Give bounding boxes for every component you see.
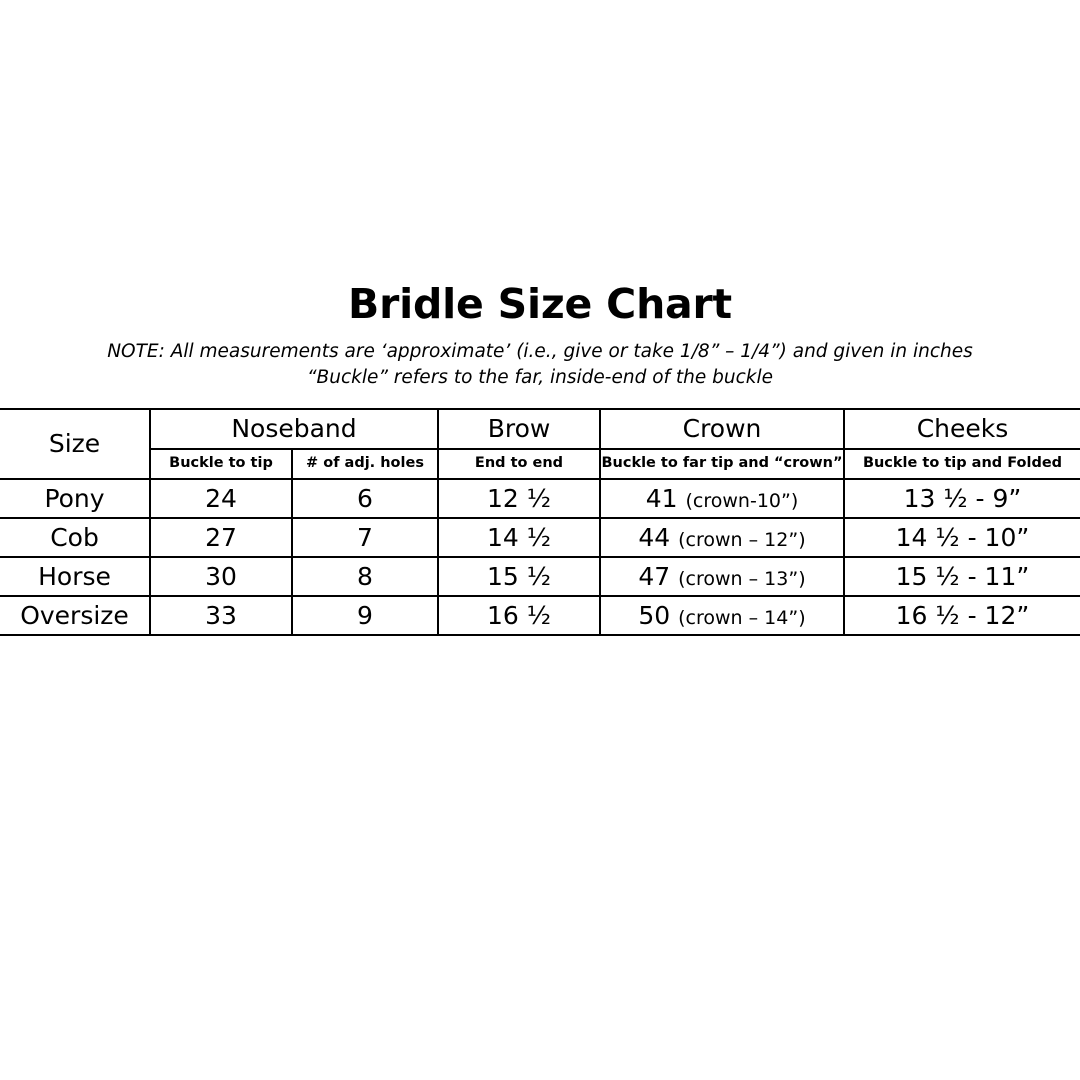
cell-size: Pony <box>0 479 150 518</box>
cell-cheeks: 15 ½ - 11” <box>844 557 1080 596</box>
column-header-cheeks: Cheeks <box>844 409 1080 449</box>
subheader-noseband-holes: # of adj. holes <box>292 449 438 479</box>
size-chart-table <box>0 408 1080 636</box>
cell-crown-note: (crown – 13”) <box>678 567 806 590</box>
cell-noseband-holes: 6 <box>292 479 438 518</box>
cell-cheeks: 13 ½ - 9” <box>844 479 1080 518</box>
table-row <box>0 518 1080 557</box>
cell-crown-main: 47 <box>638 561 671 591</box>
table-header <box>0 409 1080 479</box>
cell-crown <box>600 596 844 635</box>
column-header-size: Size <box>0 409 150 479</box>
subheader-crown: Buckle to far tip and “crown” <box>600 449 844 479</box>
chart-note-line-1: NOTE: All measurements are ‘approximate’ (i.e., give or take 1/8” – 1/4”) and given in inches <box>107 341 973 362</box>
cell-crown-main: 44 <box>638 522 671 552</box>
cell-brow: 15 ½ <box>438 557 600 596</box>
table-header-row-subs <box>0 449 1080 479</box>
table-row <box>0 557 1080 596</box>
cell-noseband-holes: 8 <box>292 557 438 596</box>
cell-crown <box>600 518 844 557</box>
table-header-row-groups <box>0 409 1080 449</box>
cell-crown-main: 41 <box>645 483 678 513</box>
cell-cheeks: 14 ½ - 10” <box>844 518 1080 557</box>
chart-note-line-2: “Buckle” refers to the far, inside-end of the buckle <box>306 367 774 389</box>
cell-crown <box>600 557 844 596</box>
cell-brow: 14 ½ <box>438 518 600 557</box>
cell-brow: 12 ½ <box>438 479 600 518</box>
cell-cheeks: 16 ½ - 12” <box>844 596 1080 635</box>
subheader-cheeks: Buckle to tip and Folded <box>844 449 1080 479</box>
cell-size: Oversize <box>0 596 150 635</box>
cell-crown-main: 50 <box>638 600 671 630</box>
cell-noseband-buckle-to-tip: 30 <box>150 557 292 596</box>
table-row <box>0 596 1080 635</box>
cell-brow: 16 ½ <box>438 596 600 635</box>
cell-noseband-buckle-to-tip: 24 <box>150 479 292 518</box>
cell-crown-note: (crown – 14”) <box>678 606 806 629</box>
cell-size: Cob <box>0 518 150 557</box>
chart-note <box>0 339 1080 392</box>
cell-crown <box>600 479 844 518</box>
table-body <box>0 479 1080 635</box>
column-header-crown: Crown <box>600 409 844 449</box>
cell-noseband-buckle-to-tip: 33 <box>150 596 292 635</box>
cell-noseband-buckle-to-tip: 27 <box>150 518 292 557</box>
column-header-brow: Brow <box>438 409 600 449</box>
cell-noseband-holes: 9 <box>292 596 438 635</box>
table-row <box>0 479 1080 518</box>
column-header-noseband: Noseband <box>150 409 438 449</box>
subheader-noseband-buckle-to-tip: Buckle to tip <box>150 449 292 479</box>
page-title: Bridle Size Chart <box>348 280 732 328</box>
cell-crown-note: (crown-10”) <box>685 489 799 512</box>
subheader-brow: End to end <box>438 449 600 479</box>
cell-size: Horse <box>0 557 150 596</box>
cell-noseband-holes: 7 <box>292 518 438 557</box>
cell-crown-note: (crown – 12”) <box>678 528 806 551</box>
bridle-size-chart <box>0 280 1080 636</box>
